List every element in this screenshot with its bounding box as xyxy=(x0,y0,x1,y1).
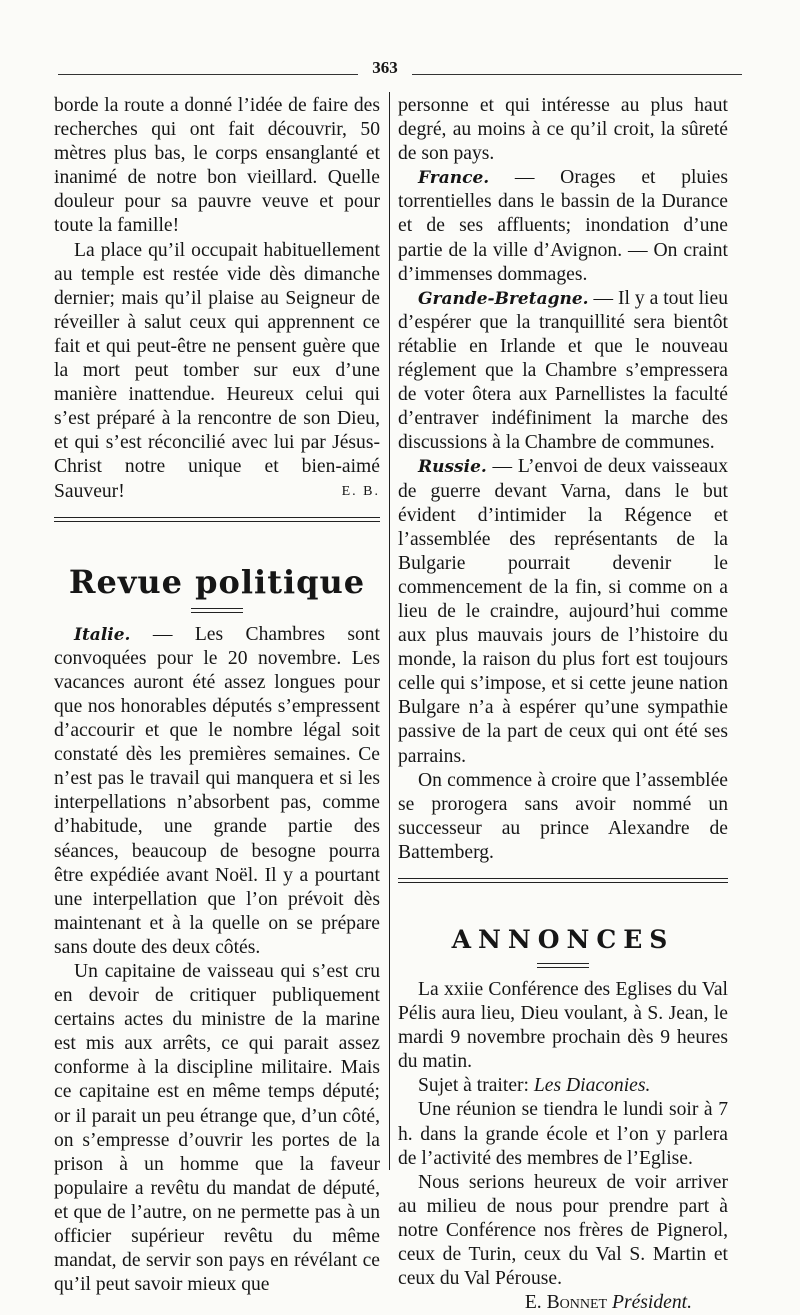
sujet-label: Sujet à traiter: xyxy=(418,1075,534,1097)
sujet-value: Les Diaconies. xyxy=(533,1075,651,1097)
signer-title: Président. xyxy=(612,1292,692,1314)
right-column xyxy=(398,94,728,1315)
signer-name: E. Bonnet xyxy=(524,1292,608,1314)
reunion-paragraph: Une réunion se tiendra le lundi soir à 7 h. dans la grande école et l’on y parlera de l’activité des membres de l’Eglise. xyxy=(398,1099,728,1169)
france-paragraph xyxy=(398,166,728,286)
annonces-title: ANNONCES xyxy=(451,925,675,954)
russie-paragraph xyxy=(398,455,728,768)
france-label: France. xyxy=(418,168,490,189)
france-text: — Orages et pluies torrentielles dans le bassin de la Durance et de ses affluents; inondation d’une partie de la ville d’Avignon. — On craint d’immenses dommages. xyxy=(398,167,728,285)
italie-paragraph xyxy=(54,623,380,960)
left-column xyxy=(54,94,380,1297)
column-divider xyxy=(389,92,390,1170)
italie-text: — Les Chambres sont convoquées pour le 20 novembre. Les vacances auront été assez longues pour que nos honorables députés s’empressent d’accourir et que le nombre légal soit constaté dès les premières semaines. Ce n’est pas le travail qui manquera et si les interpellations n’absorbent pas, comme d’habitude, une grande partie des séances, beaucoup de besogne pourra être expédiée avant Noël. Il y a pourtant une interpellation que l’on prévoit dès maintenant et à la quelle on se prépare sans doute des deux côtés. xyxy=(54,623,380,958)
annonces-ornament xyxy=(537,963,589,968)
obituary-continuation: borde la route a donné l’idée de faire des recherches qui ont fait découvrir, 50 mètres plus bas, le corps ensanglanté et inanimé de notre bon vieillard. Quelle douleur pour sa pauvre veuve et pour toute la famille! xyxy=(54,95,380,237)
obituary-paragraph: La place qu’il occupait habituellement au temple est restée vide dès dimanche dernier; mais qu’il plaise au Seigneur de réveiller à salut ceux qui apprennent ce fait et qui peut-être ne pensent guère que la mort peut tomber sur eux d’une manière inattendue. Heureux celui qui s’est préparé à la rencontre de son Dieu, et qui s’est réconcilié avec lui par Jésus-Christ notre unique et bien-aimé Sauveur! xyxy=(54,239,380,502)
gb-paragraph xyxy=(398,287,728,456)
header-rule-left xyxy=(58,74,358,75)
politics-continuation: personne et qui intéresse au plus haut degré, au moins à ce qu’il croit, la sûreté de son pays. xyxy=(398,95,728,165)
conference-paragraph: La xxiie Conférence des Eglises du Val Pélis aura lieu, Dieu voulant, à S. Jean, le mardi 9 novembre prochain dès 9 heures du matin. xyxy=(398,979,728,1073)
gb-label: Grande-Bretagne. xyxy=(418,288,589,309)
obituary-signature: E. B. xyxy=(341,483,380,499)
sujet-paragraph xyxy=(398,1074,728,1098)
annonces-divider xyxy=(398,878,728,883)
page-number: 363 xyxy=(372,58,398,77)
president-signature xyxy=(398,1291,728,1315)
section-title: Revue politique xyxy=(68,562,366,601)
invitation-paragraph: Nous serions heureux de voir arriver au milieu de nous pour prendre part à notre Conférence nos frères de Pignerol, ceux de Turin, ceux du Val S. Martin et ceux du Val Pérouse. xyxy=(398,1171,728,1290)
russie-label: Russie. xyxy=(418,457,487,478)
section-divider xyxy=(54,517,380,522)
gb-text: — Il y a tout lieu d’espérer que la tranquillité sera bientôt rétablie en Irlande et que le nouveau réglement que la Chambre s’empressera de voter ôtera aux Parnellistes la faculté d’entraver indéfiniment la marche des discussions à la Chambre de communes. xyxy=(398,287,728,454)
title-ornament xyxy=(191,608,243,613)
assemblee-paragraph: On commence à croire que l’assemblée se prorogera sans avoir nommé un successeur au prince Alexandre de Battemberg. xyxy=(398,769,728,863)
header-rule-right xyxy=(412,74,742,75)
italie-label: Italie. xyxy=(74,624,131,645)
russie-text: — L’envoi de deux vaisseaux de guerre devant Varna, dans le but évident d’intimider la Régence et l’assemblée des représentants de la Bulgarie pourrait devenir le commencement de la fin, si comme on a lieu de le craindre, aujourd’hui comme aux plus mauvais jours de l’histoire du monde, la raison du plus fort est toujours celle qui s’impose, et si cette jeune nation Bulgare n’a à espérer qu’une sympathie passive de la part de ceux qui ont été ses parrains. xyxy=(398,456,728,767)
capitaine-paragraph: Un capitaine de vaisseau qui s’est cru en devoir de critiquer publiquement certains actes du ministre de la marine est mis aux arrêts, ce qui parait assez conforme à la discipline militaire. Mais ce capitaine est en même temps député; or il parait un peu étrange que, d’un côté, on s’empresse d’ouvrir les portes de la prison à un homme que la faveur populaire a revêtu du mandat de député, et que de l’autre, on ne permette pas à un officier supérieur revêtu du même mandat, de servir son pays en révélant ce qu’il peut savoir mieux que xyxy=(54,961,380,1296)
